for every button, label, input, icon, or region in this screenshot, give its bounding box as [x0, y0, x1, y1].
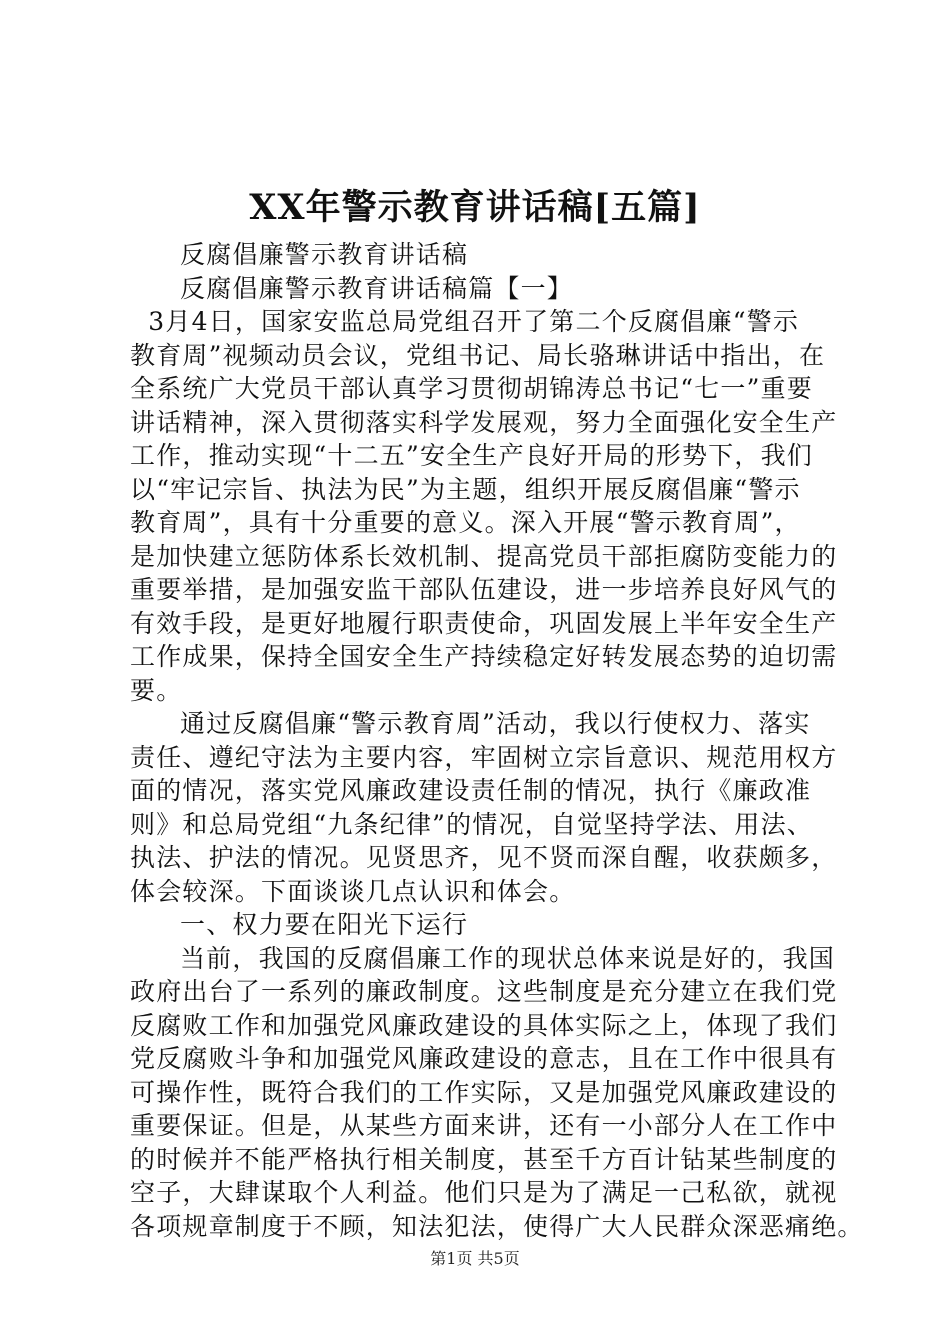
text-line: 的时候并不能严格执行相关制度，甚至千方百计钻某些制度的: [130, 1144, 838, 1174]
text-line: 责任、遵纪守法为主要内容，牢固树立宗旨意识、规范用权方: [130, 742, 838, 772]
text-line: 可操作性，既符合我们的工作实际，又是加强党风廉政建设的: [130, 1077, 838, 1107]
text-line: 要。: [130, 675, 183, 705]
text-line: 工作成果，保持全国安全生产持续稳定好转发展态势的迫切需: [130, 642, 838, 671]
text-line: 当前，我国的反腐倡廉工作的现状总体来说是好的，我国: [180, 943, 836, 973]
text-line: 反腐败工作和加强党风廉政建设的具体实际之上，体现了我们: [130, 1010, 838, 1040]
text-line: 重要举措，是加强安监干部队伍建设，进一步培养良好风气的: [130, 575, 838, 604]
text-line: 3月4日，国家安监总局党组召开了第二个反腐倡廉“警示: [130, 307, 800, 336]
text-line: 体会较深。下面谈谈几点认识和体会。: [130, 876, 576, 906]
page-footer: 第1页 共5页: [430, 1249, 520, 1268]
text-line: 执法、护法的情况。见贤思齐，见不贤而深自醒，收获颇多，: [130, 843, 838, 872]
text-line: 重要保证。但是，从某些方面来讲，还有一小部分人在工作中: [130, 1111, 838, 1140]
text-line: 有效手段，是更好地履行职责使命，巩固发展上半年安全生产: [130, 608, 838, 638]
text-line: 面的情况，落实党风廉政建设责任制的情况，执行《廉政准: [130, 776, 812, 805]
text-line: 反腐倡廉警示教育讲话稿: [180, 240, 469, 269]
text-line: 政府出台了一系列的廉政制度。这些制度是充分建立在我们党: [130, 977, 838, 1006]
text-line: 是加快建立惩防体系长效机制、提高党员干部拒腐防变能力的: [130, 541, 838, 571]
text-line: 工作，推动实现“十二五”安全生产良好开局的形势下，我们: [130, 441, 813, 470]
text-line: 各项规章制度于不顾，知法犯法，使得广大人民群众深恶痛绝。: [130, 1211, 864, 1241]
text-line: 讲话精神，深入贯彻落实科学发展观，努力全面强化安全生产: [130, 407, 838, 437]
text-line: 以“牢记宗旨、执法为民”为主题，组织开展反腐倡廉“警示: [130, 474, 801, 504]
text-line: 空子，大肆谋取个人利益。他们只是为了满足一己私欲，就视: [130, 1178, 838, 1207]
text-line: 教育周”，具有十分重要的意义。深入开展“警示教育周”，: [130, 508, 801, 537]
text-line: 则》和总局党组“九条纪律”的情况，自觉坚持学法、用法、: [130, 809, 813, 839]
text-line: 党反腐败斗争和加强党风廉政建设的意志，且在工作中很具有: [130, 1044, 838, 1073]
text-line: 教育周”视频动员会议，党组书记、局长骆琳讲话中指出，在: [130, 340, 826, 370]
document-body: [130, 238, 864, 1243]
text-line: 通过反腐倡廉“警示教育周”活动，我以行使权力、落实: [180, 709, 811, 738]
document-title: XX年警示教育讲话稿[五篇]: [249, 187, 701, 228]
text-line: 反腐倡廉警示教育讲话稿篇【一】: [180, 273, 574, 303]
text-line: 全系统广大党员干部认真学习贯彻胡锦涛总书记“七一”重要: [130, 374, 813, 403]
text-line: 一、权力要在阳光下运行: [180, 910, 469, 939]
